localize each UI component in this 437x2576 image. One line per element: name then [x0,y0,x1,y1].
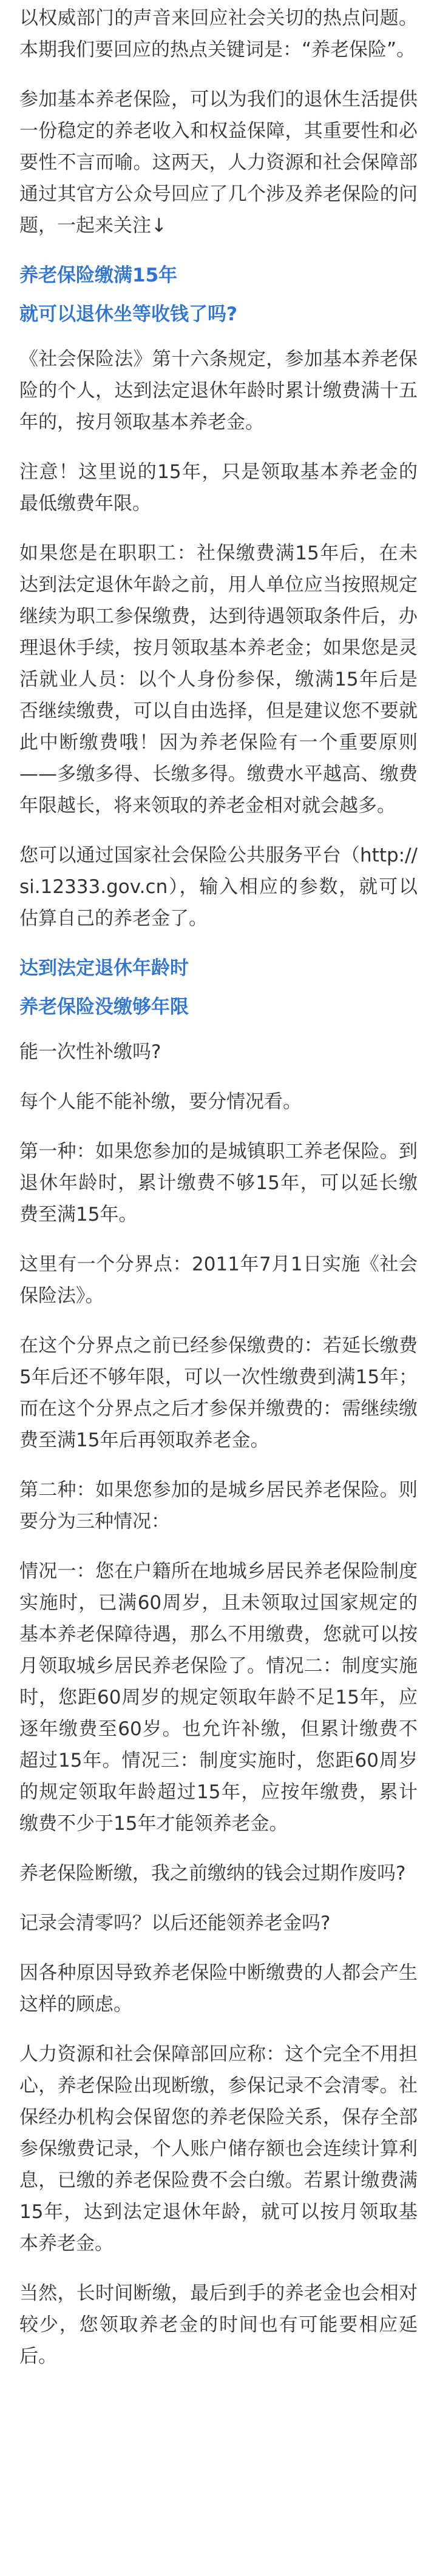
paragraph-5-text-before: 您可以通过国家社会保险公共服务平台（ [19,845,361,866]
paragraph-13: 养老保险断缴，我之前缴纳的钱会过期作废吗? [19,1863,406,1884]
paragraph-6: 能一次性补缴吗? [19,1041,161,1063]
paragraph-17: 当然，长时间断缴，最后到手的养老金也会相对较少，您领取养老金的时间也有可能要相应延后。 [19,2282,418,2367]
paragraph-8: 第一种：如果您参加的是城镇职工养老保险。到退休年龄时，累计缴费不够15年，可以延长缴费至满15年。 [19,1141,418,1226]
paragraph-12: 情况一：您在户籍所在地城乡居民养老保险制度实施时，已满60周岁，且未领取过国家规定的基本养老保障待遇，那么不用缴费，您就可以按月领取城乡居民养老保险了。情况二：制度实施时，您距60周岁的规定领取年龄不足15年，应逐年缴费至60岁。也允许补缴，但累计缴费不超过15年。情况三：制度实施时，您距60周岁的规定领取年龄超过15年，应按年缴费，累计缴费不少于15年才能领养老金。 [19,1560,418,1835]
paragraph-10: 在这个分界点之前已经参保缴费的：若延长缴费5年后还不够年限，可以一次性缴费到满15年；而在这个分界点之后才参保并缴费的：需继续缴费至满15年后再领取养老金。 [19,1335,418,1451]
intro-paragraph: 以权威部门的声音来回应社会关切的热点问题。本期我们要回应的热点关键词是：“养老保险”。 [19,7,418,61]
service-platform-link[interactable]: http://si.12333.gov.cn [19,845,418,898]
paragraph-5-text-after: ），输入相应的参数，就可以估算自己的养老金了。 [19,876,418,929]
paragraph-1: 参加基本养老保险，可以为我们的退休生活提供一份稳定的养老收入和权益保障，其重要性和必要性不言而喻。这两天，人力资源和社会保障部通过其官方公众号回应了几个涉及养老保险的问题，一起来关注↓ [19,89,418,237]
paragraph-4: 如果您是在职职工：社保缴费满15年后，在未达到法定退休年龄之前，用人单位应当按照规定继续为职工参保缴费，达到待遇领取条件后，办理退休手续，按月领取基本养老金；如果您是灵活就业人员：以个人身份参保，缴满15年后是否继续缴费，可以自由选择，但是建议您不要就此中断缴费哦！因为养老保险有一个重要原则——多缴多得、长缴多得。缴费水平越高、缴费年限越长，将来领取的养老金相对就会越多。 [19,542,418,817]
section-heading-1 [19,260,418,330]
section-heading-2-line-2: 养老保险没缴够年限 [19,996,189,1018]
section-heading-2-line-1: 达到法定退休年龄时 [19,957,189,979]
section-heading-1-line-1: 养老保险缴满15年 [19,265,178,286]
section-heading-2 [19,953,418,1023]
paragraph-15: 因各种原因导致养老保险中断缴费的人都会产生这样的顾虑。 [19,1962,418,2015]
paragraph-16: 人力资源和社会保障部回应称：这个完全不用担心，养老保险出现断缴，参保记录不会清零。社保经办机构会保留您的养老保险关系，保存全部参保缴费记录，个人账户储存额也会连续计算利息，已缴的养老保险费不会白缴。若累计缴费满15年，达到法定退休年龄，就可以按月领取基本养老金。 [19,2043,418,2254]
paragraph-2: 《社会保险法》第十六条规定，参加基本养老保险的个人，达到法定退休年龄时累计缴费满十五年的，按月领取基本养老金。 [19,348,418,433]
paragraph-11: 第二种：如果您参加的是城乡居民养老保险。则要分为三种情况： [19,1479,418,1532]
paragraph-7: 每个人能不能补缴，要分情况看。 [19,1091,302,1113]
paragraph-14: 记录会清零吗？以后还能领养老金吗? [19,1912,331,1934]
paragraph-5 [19,840,418,934]
paragraph-9: 这里有一个分界点：2011年7月1日实施《社会保险法》。 [19,1253,418,1307]
paragraph-3: 注意！这里说的15年，只是领取基本养老金的最低缴费年限。 [19,461,418,514]
section-heading-1-line-2: 就可以退休坐等收钱了吗? [19,303,237,325]
